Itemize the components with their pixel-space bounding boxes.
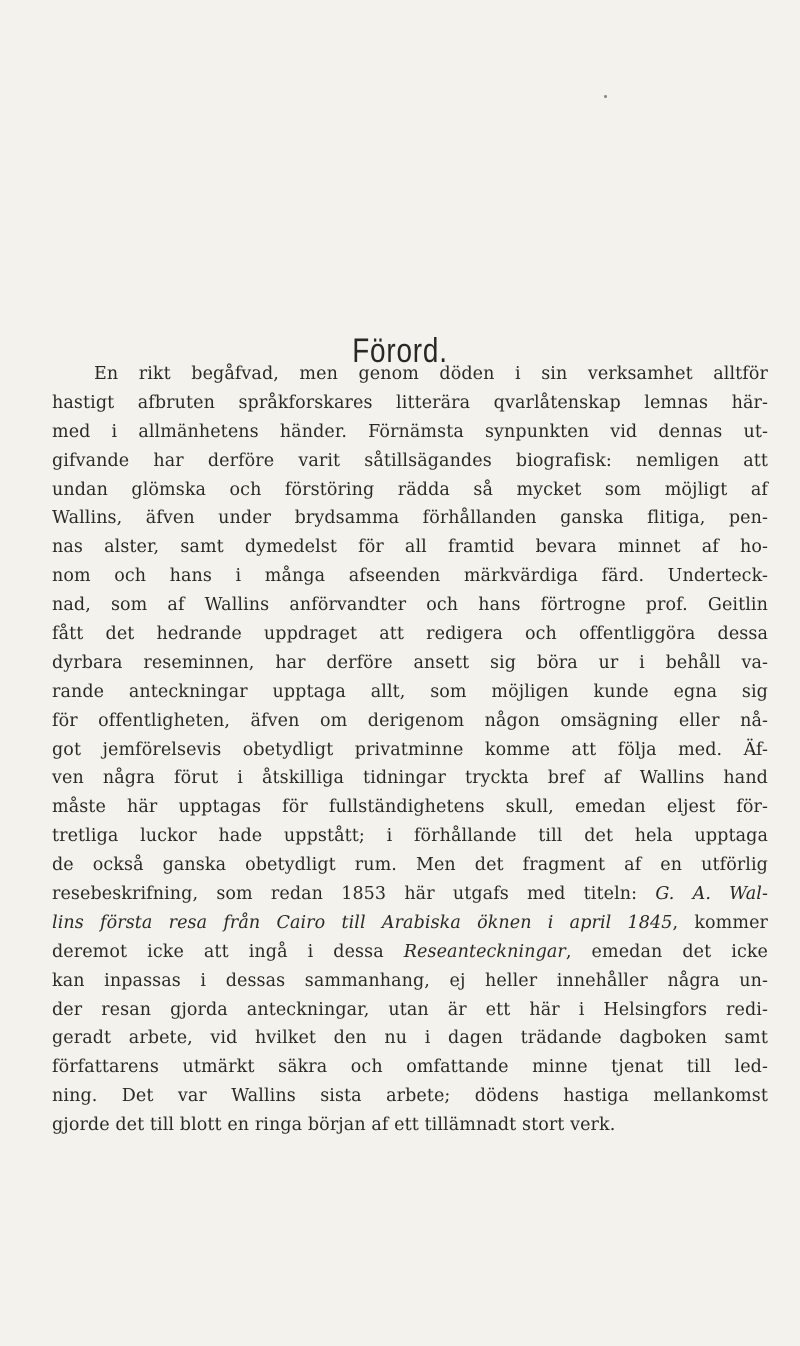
italic-title-fragment: lins första resa från Cairo till Arabiska öknen i april 1845 — [52, 912, 673, 933]
text-line: deremot icke att ingå i dessa Reseanteckningar, emedan det icke — [52, 941, 768, 962]
text-line: för offentligheten, äfven om derigenom någon omsägning eller nå- — [52, 710, 768, 731]
text-line: got jemförelsevis obetydligt privatminne komme att följa med. Äf- — [52, 739, 768, 760]
text-line: fått det hedrande uppdraget att redigera och offentliggöra dessa — [52, 624, 768, 645]
text-line: dyrbara reseminnen, har derföre ansett sig böra ur i behåll va- — [52, 652, 768, 673]
text-line: med i allmänhetens händer. Förnämsta synpunkten vid dennas ut- — [52, 421, 768, 442]
text-line: tretliga luckor hade uppstått; i förhållande till det hela upptaga — [52, 826, 768, 847]
text-line: gjorde det till blott en ringa början af ett tillämnadt stort verk. — [52, 1115, 616, 1136]
text-line: En rikt begåfvad, men genom döden i sin verksamhet alltför — [94, 364, 768, 384]
text-line: Wallins, äfven under brydsamma förhållanden ganska flitiga, pen- — [52, 508, 768, 529]
text-line: hastigt afbruten språkforskares litterära qvarlåtenskap lemnas här- — [52, 392, 768, 413]
text-line: ning. Det var Wallins sista arbete; dödens hastiga mellankomst — [52, 1086, 768, 1107]
text-line: geradt arbete, vid hvilket den nu i dagen trädande dagboken samt — [52, 1028, 768, 1049]
preface-paragraph — [52, 360, 768, 1140]
italic-title-fragment: G. A. Wal- — [655, 884, 768, 905]
text-line: rande anteckningar upptaga allt, som möjligen kunde egna sig — [52, 681, 768, 702]
text-line: författarens utmärkt säkra och omfattande minne tjenat till led- — [52, 1057, 768, 1078]
text-line: de också ganska obetydligt rum. Men det fragment af en utförlig — [52, 855, 768, 876]
text-line: kan inpassas i dessas sammanhang, ej heller innehåller några un- — [52, 970, 768, 991]
text-line: nad, som af Wallins anförvandter och hans förtrogne prof. Geitlin — [52, 595, 768, 616]
text-line: gifvande har derföre varit såtillsägandes biografisk: nemligen att — [52, 450, 768, 471]
text-line: måste här upptagas för fullständighetens skull, emedan eljest för- — [52, 797, 768, 818]
paper-speck — [604, 95, 607, 98]
text-line: resebeskrifning, som redan 1853 här utgafs med titeln: G. A. Wal- — [52, 884, 768, 905]
text-line: nom och hans i många afseenden märkvärdiga färd. Underteck- — [52, 566, 768, 587]
text-line: lins första resa från Cairo till Arabiska öknen i april 1845, kommer — [52, 912, 768, 933]
text-line: undan glömska och förstöring rädda så mycket som möjligt af — [52, 479, 768, 500]
text-line: nas alster, samt dymedelst för all framtid bevara minnet af ho- — [52, 537, 768, 558]
text-line: ven några förut i åtskilliga tidningar tryckta bref af Wallins hand — [52, 768, 768, 789]
page-heading: Förord. — [352, 332, 448, 370]
italic-title-fragment: Reseanteckningar — [403, 941, 566, 962]
text-line: der resan gjorda anteckningar, utan är ett här i Helsingfors redi- — [52, 999, 768, 1020]
